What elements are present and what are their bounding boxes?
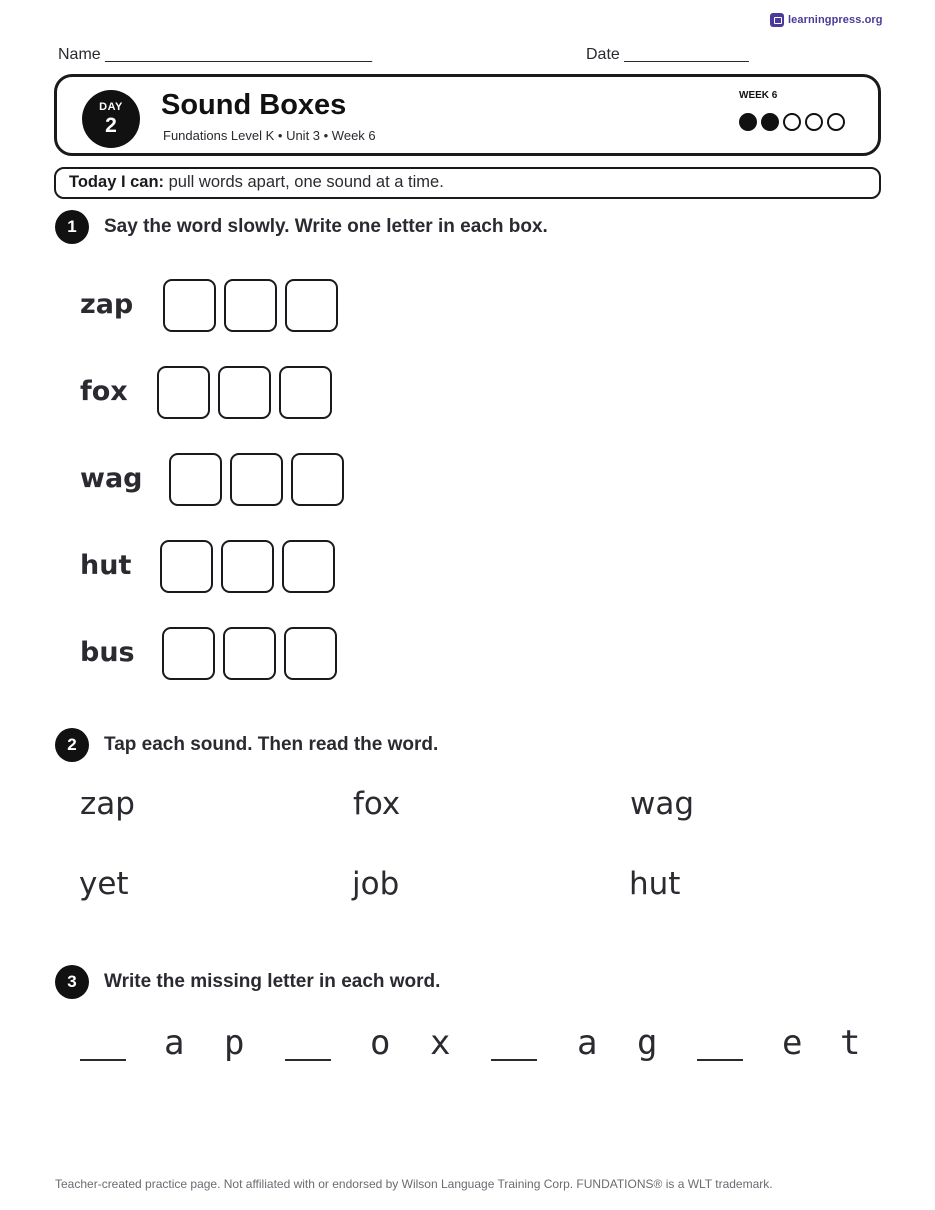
book-icon — [770, 13, 784, 27]
header-card — [54, 74, 881, 156]
letter-box[interactable] — [285, 279, 338, 332]
section-number: 2 — [55, 728, 89, 762]
footer-disclaimer: Teacher-created practice page. Not affiliated with or endorsed by Wilson Language Training Corp. FUNDATIONS® is a WLT trademark. — [55, 1177, 773, 1191]
section-instruction: Say the word slowly. Write one letter in each box. — [104, 216, 548, 237]
letter-box[interactable] — [282, 540, 335, 593]
tap-word: job — [352, 866, 400, 902]
missing-letter-blank[interactable] — [491, 1059, 537, 1061]
brand-link[interactable] — [770, 13, 883, 27]
letter-box[interactable] — [291, 453, 344, 506]
sound-box-word: fox — [80, 376, 128, 407]
tap-word: hut — [629, 866, 681, 902]
letter-box[interactable] — [160, 540, 213, 593]
progress-dot — [783, 113, 801, 131]
given-letter: x — [430, 1023, 451, 1063]
day-badge — [82, 90, 140, 148]
progress-dot — [739, 113, 757, 131]
learning-goal — [54, 167, 881, 199]
goal-lead: Today I can: — [69, 173, 165, 191]
day-label: DAY — [99, 101, 123, 113]
sound-box-word: hut — [80, 550, 132, 581]
letter-box[interactable] — [157, 366, 210, 419]
tap-word: yet — [79, 866, 129, 902]
section-2-heading — [55, 728, 438, 762]
section-number: 3 — [55, 965, 89, 999]
section-number: 1 — [55, 210, 89, 244]
missing-letter-blank[interactable] — [285, 1059, 331, 1061]
letter-box[interactable] — [218, 366, 271, 419]
given-letter: g — [637, 1023, 658, 1063]
letter-box[interactable] — [163, 279, 216, 332]
page-title: Sound Boxes — [161, 89, 347, 121]
given-letter: a — [164, 1023, 185, 1063]
progress-dot — [805, 113, 823, 131]
name-field[interactable]: Name ______________________________ — [58, 46, 373, 63]
tap-word: zap — [80, 786, 135, 822]
letter-box[interactable] — [224, 279, 277, 332]
sound-box-word: wag — [80, 463, 143, 494]
tap-word: fox — [353, 786, 401, 822]
letter-box[interactable] — [279, 366, 332, 419]
date-field[interactable]: Date ______________ — [586, 46, 749, 63]
given-letter: a — [577, 1023, 598, 1063]
tap-word: wag — [630, 786, 695, 822]
given-letter: p — [224, 1023, 245, 1063]
letter-box[interactable] — [169, 453, 222, 506]
sound-box-word: zap — [80, 289, 134, 320]
week-progress-dots — [739, 113, 845, 131]
section-3-heading — [55, 965, 440, 999]
progress-dot — [761, 113, 779, 131]
section-instruction: Tap each sound. Then read the word. — [104, 734, 439, 755]
day-number: 2 — [105, 114, 117, 137]
letter-box[interactable] — [230, 453, 283, 506]
page-subtitle: Fundations Level K • Unit 3 • Week 6 — [163, 128, 376, 143]
given-letter: e — [782, 1023, 803, 1063]
section-instruction: Write the missing letter in each word. — [104, 971, 441, 992]
progress-dot — [827, 113, 845, 131]
missing-letter-row — [80, 1023, 870, 1073]
letter-box[interactable] — [223, 627, 276, 680]
section-1-heading — [55, 210, 548, 244]
missing-letter-blank[interactable] — [697, 1059, 743, 1061]
letter-box[interactable] — [162, 627, 215, 680]
given-letter: t — [840, 1023, 861, 1063]
brand-name: learningpress.org — [788, 14, 883, 26]
letter-box[interactable] — [284, 627, 337, 680]
sound-box-word: bus — [80, 637, 135, 668]
missing-letter-blank[interactable] — [80, 1059, 126, 1061]
goal-text: pull words apart, one sound at a time. — [164, 173, 444, 191]
given-letter: o — [370, 1023, 391, 1063]
letter-box[interactable] — [221, 540, 274, 593]
week-label: WEEK 6 — [739, 90, 778, 101]
